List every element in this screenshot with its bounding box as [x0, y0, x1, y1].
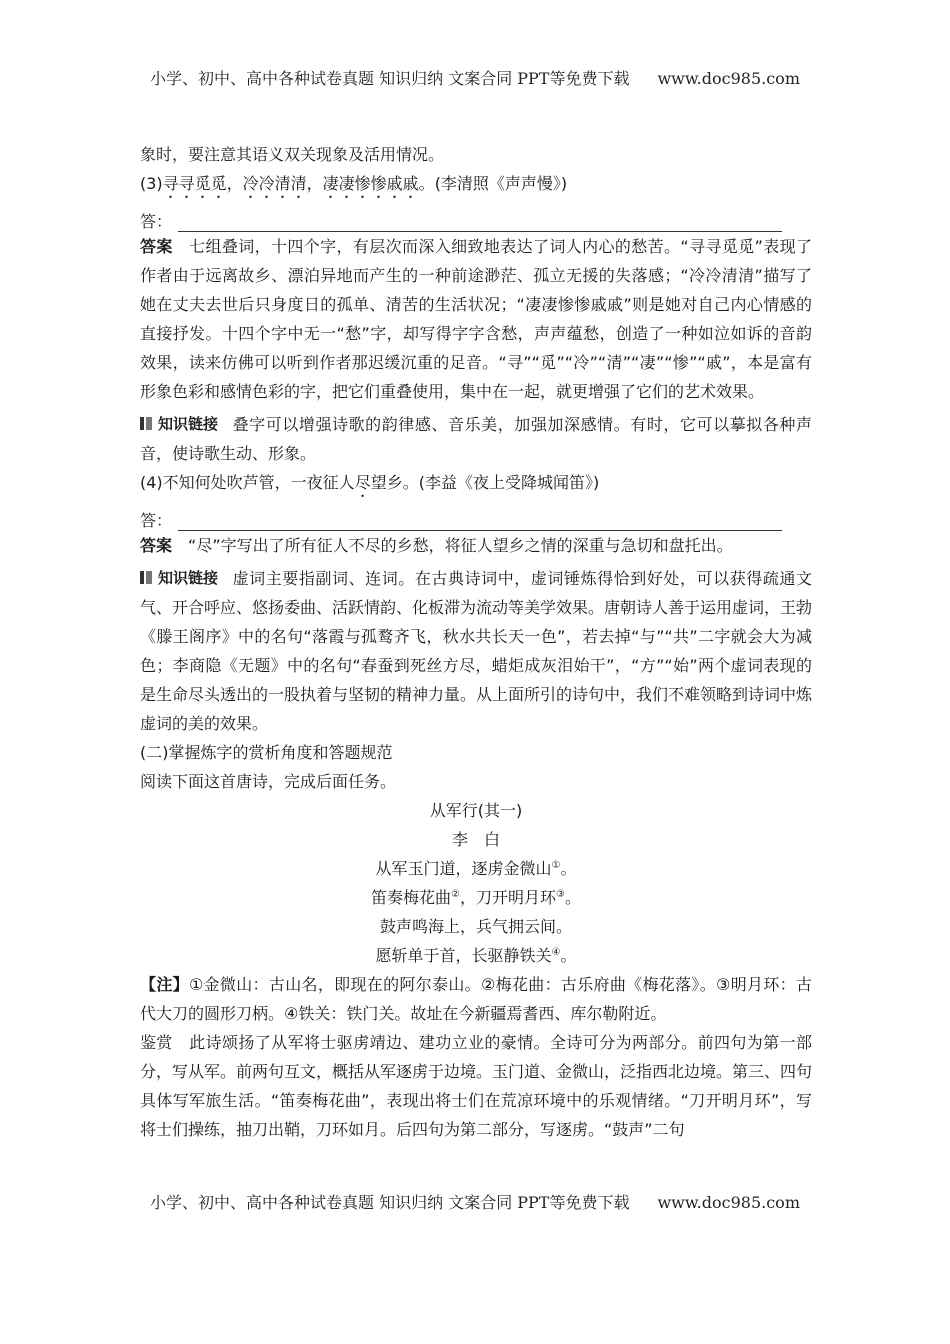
section2-title: (二)掌握炼字的赏析角度和答题规范	[140, 743, 393, 762]
q3-answer-label: 答案	[140, 237, 173, 256]
knowledge-link-tag	[140, 410, 218, 439]
q4-answer-blank	[140, 501, 812, 531]
q3-link-label: 知识链接	[158, 415, 219, 433]
poem-author: 李 白	[451, 830, 500, 849]
tag-bar-icon	[140, 571, 144, 584]
q4-link-text: 虚词主要指副词、连词。在古典诗词中，虚词锤炼得恰到好处，可以获得疏通文气、开合呼应、悠扬委曲、活跃情韵、化板滞为流动等美学效果。唐朝诗人善于运用虚词，王勃《滕王阁序》中的名句“落霞与孤鹜齐飞，秋水共长天一色”，若去掉“与”“共”二字就会大为减色；李商隐《无题》中的名句“春蚕到死丝方尽，蜡炬成灰泪始干”，“方”“始”两个虚词表现的是生命尽头透出的一股执着与坚韧的精神力量。从上面所引的诗句中，我们不难领略到诗词中炼虚词的美的效果。	[140, 569, 813, 733]
footer-url[interactable]: www.doc985.com	[657, 1193, 800, 1212]
footer-text: 小学、初中、高中各种试卷真题 知识归纳 文案合同 PPT等免费下载	[150, 1193, 630, 1212]
q4-answer-line[interactable]	[178, 512, 782, 531]
section2-instruction: 阅读下面这首唐诗，完成后面任务。	[140, 772, 397, 791]
tag-bar-icon	[146, 571, 152, 584]
q4-answer-text: “尽”字写出了所有征人不尽的乡愁，将征人望乡之情的深重与急切和盘托出。	[188, 536, 733, 555]
q4-question	[140, 468, 812, 501]
q4-line-dot: 尽	[354, 473, 371, 492]
poem-line: 鼓声鸣海上，兵气拥云间。	[379, 917, 572, 936]
q4-link-label: 知识链接	[158, 569, 219, 587]
q3-answer-blank	[140, 202, 812, 232]
appreciation	[140, 1028, 812, 1144]
q4-line-b: 望乡。	[370, 473, 419, 492]
q3-link-text: 叠字可以增强诗歌的韵律感、音乐美，加强加深感情。有时，它可以摹拟各种声音，使诗歌生动、形象。	[140, 415, 812, 463]
notes-text: ①金微山：古山名，即现在的阿尔泰山。②梅花曲：古乐府曲《梅花落》。③明月环：古代大刀的圆形刀柄。④铁关：铁门关。故址在今新疆焉耆西、库尔勒附近。	[140, 975, 812, 1023]
header-url[interactable]: www.doc985.com	[657, 69, 800, 88]
notes	[140, 970, 812, 1028]
q3-answer	[140, 232, 812, 406]
q4-answer-prompt: 答：	[140, 511, 173, 530]
q3-answer-text: 七组叠词，十四个字，有层次而深入细致地表达了词人内心的愁苦。“寻寻觅觅”表现了作者由于远离故乡、漂泊异地而产生的一种前途渺茫、孤立无援的失落感；“冷冷清清”描写了她在丈夫去世后只身度日的孤单、清苦的生活状况；“凄凄惨惨戚戚”则是她对自己内心情感的直接抒发。十四个字中无一“愁”字，却写得字字含愁，声声蕴愁，创造了一种如泣如诉的音韵效果，读来仿佛可以听到作者那迟缓沉重的足音。“寻”“觅”“冷”“清”“凄”“惨”“戚”，本是富有形象色彩和感情色彩的字，把它们重叠使用，集中在一起，就更增强了它们的艺术效果。	[140, 237, 812, 401]
poem-title: 从军行(其一)	[429, 801, 523, 820]
document-body	[140, 140, 812, 1144]
knowledge-link-tag	[140, 564, 218, 593]
appreciation-label: 鉴赏	[140, 1033, 173, 1052]
q3-answer-line[interactable]	[178, 213, 782, 232]
poem-line: 从军玉门道，逐虏金微山①。	[375, 859, 577, 878]
q4-line-a: 不知何处吹芦管，一夜征人	[162, 473, 355, 492]
q3-num: (3)	[140, 174, 163, 193]
appreciation-text: 此诗颂扬了从军将士驱虏靖边、建功立业的豪情。全诗可分为两部分。前四句为第一部分，写从军。前两句互文，概括从军逐虏于边境。玉门道、金微山，泛指西北边境。第三、四句具体写军旅生活。“笛奏梅花曲”，表现出将士们在荒凉环境中的乐观情绪。“刀开明月环”，写将士们操练，抽刀出鞘，刀环如月。后四句为第二部分，写逐虏。“鼓声”二句	[140, 1033, 813, 1139]
tag-bar-icon	[146, 417, 152, 430]
q3-answer-prompt: 答：	[140, 212, 173, 231]
footnote-mark: ②	[451, 889, 460, 900]
q3-source: (李清照《声声慢》)	[434, 174, 568, 193]
page-header	[0, 66, 950, 89]
q3-line: 寻寻觅觅，冷冷清清，凄凄惨惨戚戚。	[162, 174, 435, 193]
q4-source: (李益《夜上受降城闻笛》)	[418, 473, 600, 492]
q3-knowledge-link	[140, 410, 812, 468]
page-footer	[0, 1190, 950, 1213]
q4-num: (4)	[140, 473, 163, 492]
footnote-mark: ④	[551, 947, 561, 958]
q4-answer-label: 答案	[140, 536, 173, 555]
poem	[140, 796, 812, 970]
intro-tail: 象时，要注意其语义双关现象及活用情况。	[140, 145, 445, 164]
header-text: 小学、初中、高中各种试卷真题 知识归纳 文案合同 PPT等免费下载	[150, 69, 630, 88]
poem-line: 愿斩单于首，长驱静铁关④。	[375, 946, 577, 965]
footnote-mark: ①	[551, 860, 561, 871]
q3-question	[140, 169, 812, 202]
q4-answer	[140, 531, 812, 560]
tag-bar-icon	[140, 417, 144, 430]
q4-knowledge-link	[140, 564, 812, 738]
poem-line: 笛奏梅花曲②，刀开明月环③。	[371, 888, 581, 907]
footnote-mark: ③	[556, 889, 565, 900]
notes-label: 【注】	[140, 975, 189, 994]
